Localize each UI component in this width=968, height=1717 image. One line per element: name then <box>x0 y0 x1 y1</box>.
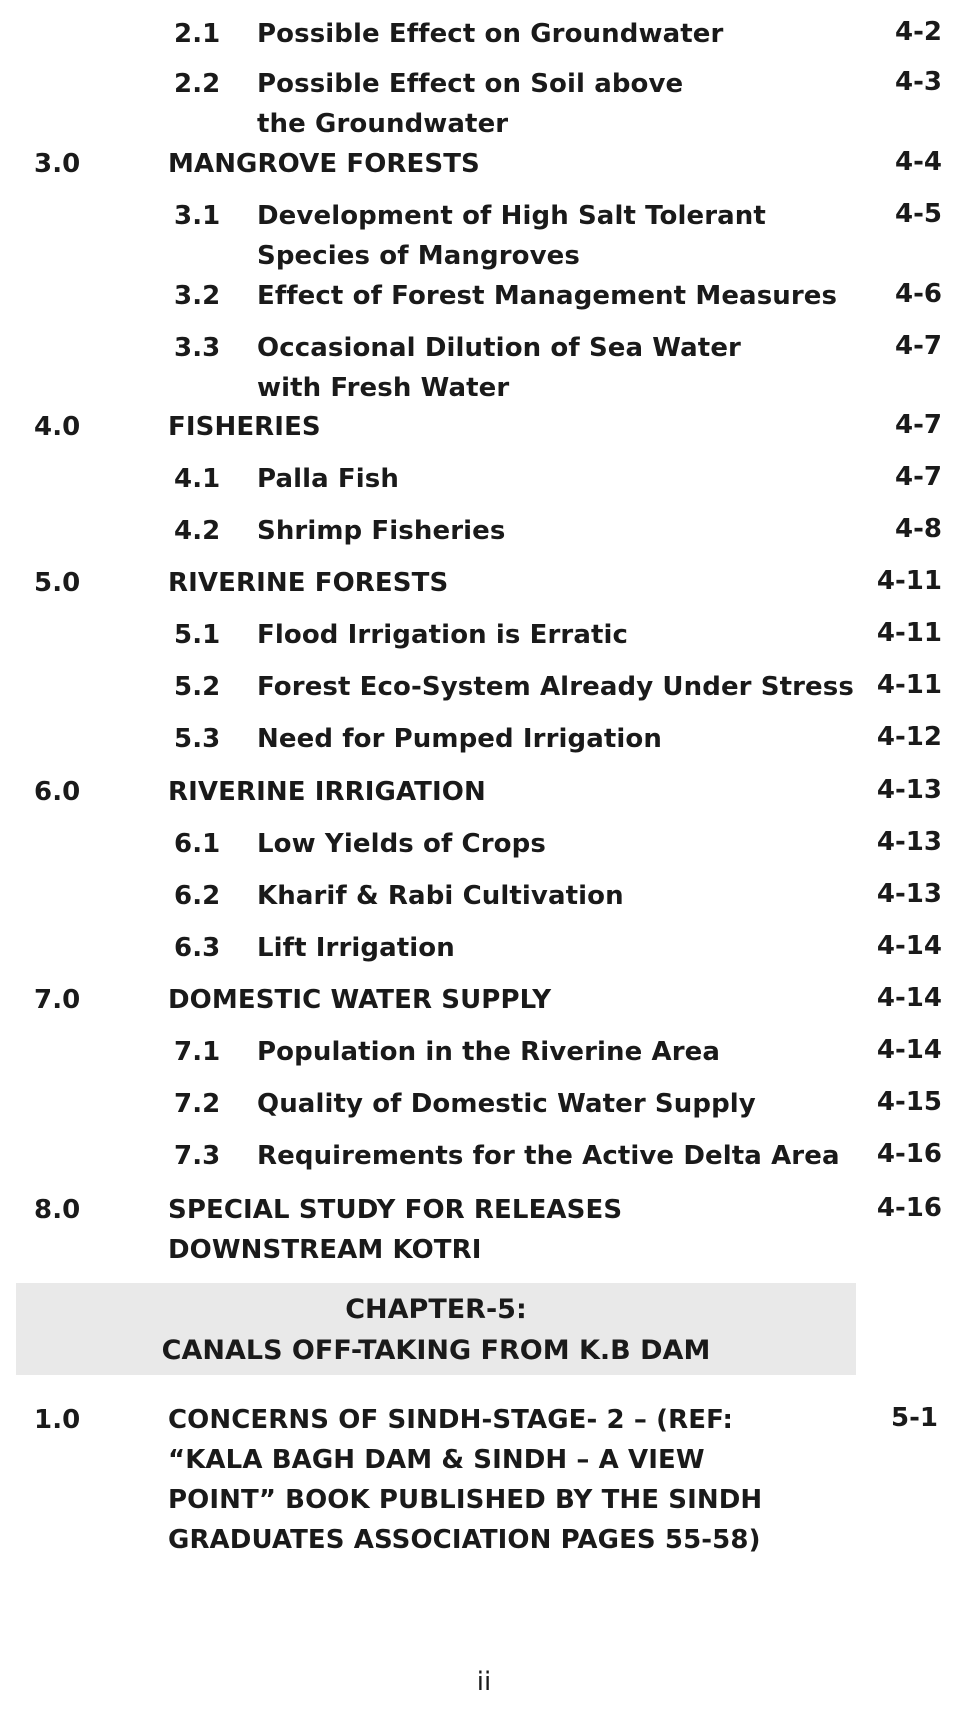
toc-title: RIVERINE FORESTS <box>168 568 449 598</box>
toc-title: Lift Irrigation <box>257 933 455 963</box>
toc-page-ref: 4-8 <box>895 514 942 544</box>
toc-page-ref: 4-7 <box>895 410 942 440</box>
toc-page-ref: 4-3 <box>895 67 942 97</box>
toc-page-ref: 4-5 <box>895 199 942 229</box>
toc-title: Effect of Forest Management Measures <box>257 281 838 311</box>
page-number: ii <box>476 1667 492 1697</box>
toc-page-ref: 4-13 <box>876 879 942 909</box>
toc-title: RIVERINE IRRIGATION <box>168 777 486 807</box>
toc-page-ref: 4-2 <box>895 17 942 47</box>
toc-number: 7.2 <box>174 1089 221 1119</box>
toc-title: Requirements for the Active Delta Area <box>257 1141 840 1171</box>
toc-number: 8.0 <box>34 1195 81 1225</box>
toc-page-ref: 4-14 <box>876 983 942 1013</box>
toc-title: Development of High Salt Tolerant Species of Mangroves <box>257 201 766 271</box>
toc-title: SPECIAL STUDY FOR RELEASES DOWNSTREAM KOTRI <box>168 1195 623 1265</box>
toc-number: 4.2 <box>174 516 221 546</box>
toc-number: 5.2 <box>174 672 221 702</box>
toc-title: CONCERNS OF SINDH-STAGE- 2 – (REF: “KALA BAGH DAM & SINDH – A VIEW POINT” BOOK PUBLISHED BY THE SINDH GRADUATES ASSOCIATION PAGES 55-58) <box>168 1405 763 1555</box>
toc-number: 7.3 <box>174 1141 221 1171</box>
toc-page-ref: 4-16 <box>876 1193 942 1223</box>
toc-number: 6.2 <box>174 881 221 911</box>
toc-number: 6.3 <box>174 933 221 963</box>
toc-title: Kharif & Rabi Cultivation <box>257 881 624 911</box>
toc-number: 5.0 <box>34 568 81 598</box>
toc-page-ref: 4-11 <box>876 670 942 700</box>
toc-page-ref: 4-12 <box>876 722 942 752</box>
toc-title: Forest Eco-System Already Under Stress <box>257 672 854 702</box>
toc-page-ref: 4-11 <box>876 618 942 648</box>
toc-number: 2.1 <box>174 19 221 49</box>
toc-title: Occasional Dilution of Sea Water with Fresh Water <box>257 333 741 403</box>
toc-title: Shrimp Fisheries <box>257 516 506 546</box>
toc-title: Possible Effect on Groundwater <box>257 19 724 49</box>
toc-number: 2.2 <box>174 69 221 99</box>
toc-page-ref: 4-15 <box>876 1087 942 1117</box>
toc-title: Flood Irrigation is Erratic <box>257 620 629 650</box>
toc-number: 5.3 <box>174 724 221 754</box>
toc-page-ref: 4-6 <box>895 279 942 309</box>
toc-page-ref: 4-11 <box>876 566 942 596</box>
toc-number: 7.1 <box>174 1037 221 1067</box>
toc-number: 3.3 <box>174 333 221 363</box>
toc-title: Population in the Riverine Area <box>257 1037 721 1067</box>
toc-page-ref: 4-4 <box>895 147 942 177</box>
toc-number: 5.1 <box>174 620 221 650</box>
toc-number: 3.1 <box>174 201 221 231</box>
toc-title: FISHERIES <box>168 412 321 442</box>
toc-page-ref: 4-13 <box>876 827 942 857</box>
toc-page-ref: 5-1 <box>891 1403 938 1433</box>
toc-title: Possible Effect on Soil above the Groundwater <box>257 69 684 139</box>
toc-page-ref: 4-7 <box>895 331 942 361</box>
toc-title: Quality of Domestic Water Supply <box>257 1089 756 1119</box>
chapter-title: CANALS OFF-TAKING FROM K.B DAM <box>161 1335 711 1366</box>
toc-number: 4.0 <box>34 412 81 442</box>
chapter-number: CHAPTER-5: <box>345 1294 527 1325</box>
toc-page-ref: 4-16 <box>876 1139 942 1169</box>
toc-title: MANGROVE FORESTS <box>168 149 480 179</box>
toc-number: 1.0 <box>34 1405 81 1435</box>
toc-number: 7.0 <box>34 985 81 1015</box>
toc-title: Need for Pumped Irrigation <box>257 724 663 754</box>
toc-page-ref: 4-7 <box>895 462 942 492</box>
toc-title: Low Yields of Crops <box>257 829 546 859</box>
toc-page-ref: 4-14 <box>876 1035 942 1065</box>
toc-number: 6.1 <box>174 829 221 859</box>
toc-page-ref: 4-13 <box>876 775 942 805</box>
toc-number: 6.0 <box>34 777 81 807</box>
toc-title: Palla Fish <box>257 464 399 494</box>
toc-number: 3.2 <box>174 281 221 311</box>
toc-page-ref: 4-14 <box>876 931 942 961</box>
toc-title: DOMESTIC WATER SUPPLY <box>168 985 552 1015</box>
toc-number: 3.0 <box>34 149 81 179</box>
toc-number: 4.1 <box>174 464 221 494</box>
